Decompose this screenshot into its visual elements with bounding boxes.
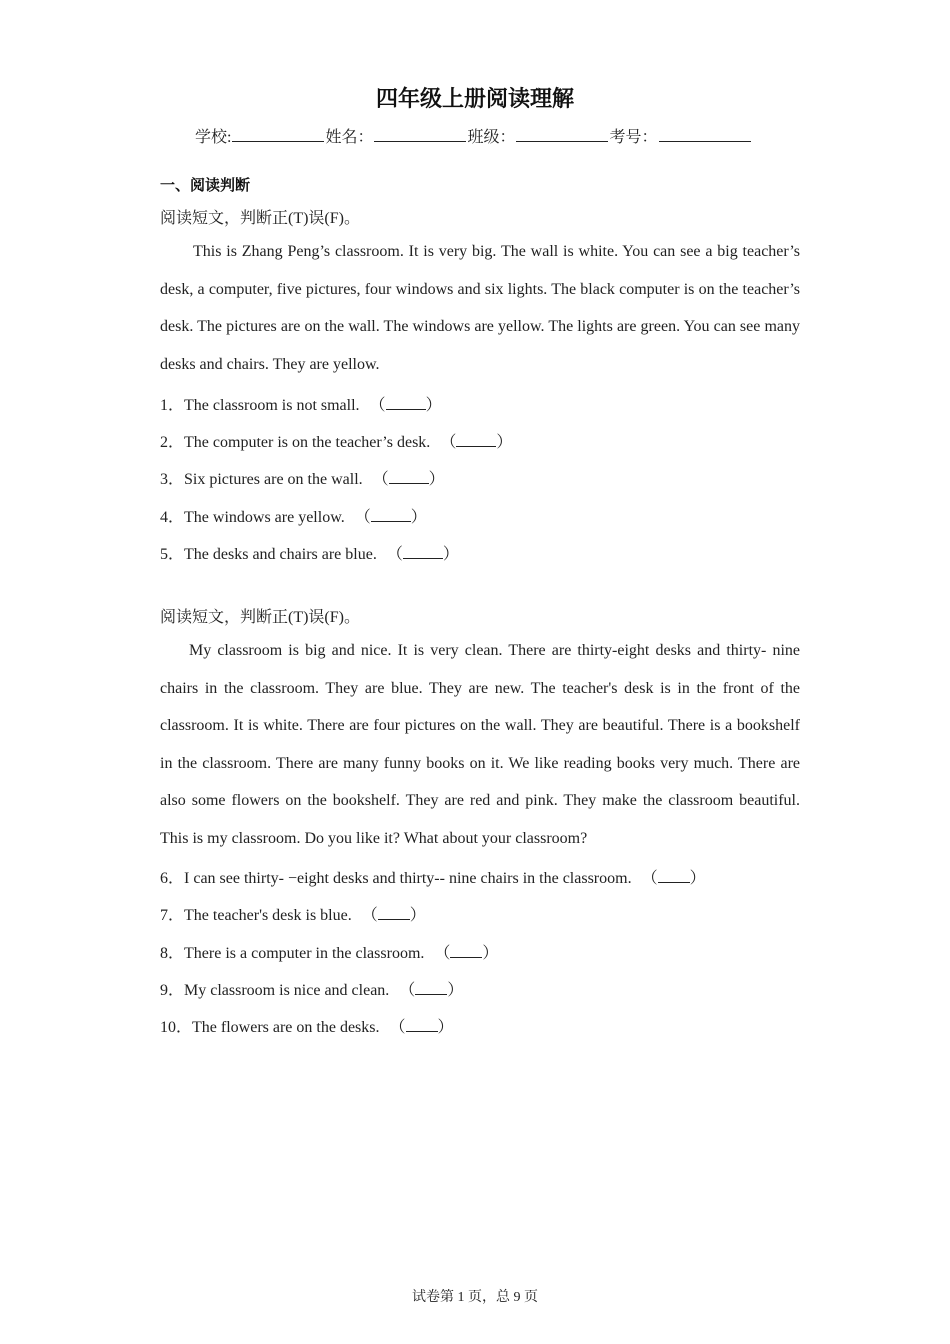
name-label: 姓名：	[325, 129, 374, 146]
paren-close: ）	[409, 907, 426, 924]
answer-blank[interactable]	[386, 395, 426, 410]
question-8	[160, 940, 498, 963]
question-number: 7．	[160, 907, 185, 924]
question-5	[160, 541, 459, 564]
question-number: 4．	[160, 509, 185, 526]
paren-close: ）	[428, 471, 445, 488]
paren-close: ）	[442, 546, 459, 563]
class-label: 班级：	[467, 129, 516, 146]
name-blank[interactable]	[374, 127, 466, 142]
answer-blank[interactable]	[456, 432, 496, 447]
passage-2: My classroom is big and nice. It is very clean. There are thirty-eight desks and thirty- nine chairs in the classroom. They are blue. They are new. The teacher's desk is in the front of the classroom. It is white. There are four pictures on the wall. They are beautiful. There is a bookshelf in the classroom. There are many funny books on it. We like reading books very much. There are also some flowers on the bookshelf. They are red and pink. They make the classroom beautiful. This is my classroom. Do you like it? What about your classroom?	[160, 642, 800, 847]
exam-no-label: 考号：	[609, 129, 658, 146]
section-heading: 一、阅读判断	[160, 176, 251, 194]
question-10	[160, 1014, 454, 1037]
page-footer: 试卷第 1 页，总 9 页	[412, 1290, 538, 1305]
answer-blank[interactable]	[658, 868, 690, 883]
question-text: There is a computer in the classroom.	[184, 945, 425, 962]
paren-close: ）	[482, 945, 499, 962]
question-text: The teacher's desk is blue.	[184, 907, 352, 924]
question-1	[160, 392, 442, 415]
question-text: The computer is on the teacher’s desk.	[184, 434, 431, 451]
answer-blank[interactable]	[371, 507, 411, 522]
paren-open: （	[641, 870, 658, 887]
question-number: 6．	[160, 870, 185, 887]
answer-blank[interactable]	[415, 980, 447, 995]
passage-1: This is Zhang Peng’s classroom. It is very big. The wall is white. You can see a big teacher’s desk, a computer, five pictures, four windows and six lights. The black computer is on the teacher’s desk. The pictures are on the wall. The windows are yellow. The lights are green. You can see many desks and chairs. They are yellow.	[160, 243, 800, 373]
question-number: 5．	[160, 546, 185, 563]
paren-open: （	[372, 471, 389, 488]
exam-no-blank[interactable]	[659, 127, 751, 142]
question-number: 10．	[160, 1019, 193, 1036]
answer-blank[interactable]	[389, 469, 429, 484]
paren-open: （	[361, 907, 378, 924]
question-7	[160, 902, 426, 925]
paren-close: ）	[410, 509, 427, 526]
question-9	[160, 977, 463, 1000]
school-label: 学校:	[195, 129, 232, 146]
answer-blank[interactable]	[406, 1017, 438, 1032]
question-3	[160, 466, 445, 489]
question-text: The classroom is not small.	[184, 397, 360, 414]
question-text: The desks and chairs are blue.	[184, 546, 377, 563]
question-number: 1．	[160, 397, 185, 414]
question-text: The flowers are on the desks.	[192, 1019, 380, 1036]
question-text: The windows are yellow.	[184, 509, 345, 526]
answer-blank[interactable]	[450, 943, 482, 958]
paren-open: （	[440, 434, 457, 451]
paren-close: ）	[689, 870, 706, 887]
paren-close: ）	[447, 982, 464, 999]
question-text: My classroom is nice and clean.	[184, 982, 390, 999]
paren-open: （	[434, 945, 451, 962]
page-title: 四年级上册阅读理解	[375, 87, 574, 112]
question-number: 2．	[160, 434, 185, 451]
question-text: I can see thirty- −eight desks and thirty-- nine chairs in the classroom.	[184, 870, 632, 887]
question-number: 8．	[160, 945, 185, 962]
question-4	[160, 504, 427, 527]
question-2	[160, 429, 512, 452]
question-6	[160, 865, 706, 888]
question-number: 9．	[160, 982, 185, 999]
question-number: 3．	[160, 471, 185, 488]
paren-close: ）	[425, 397, 442, 414]
answer-blank[interactable]	[378, 905, 410, 920]
paren-open: （	[369, 397, 386, 414]
answer-blank[interactable]	[403, 544, 443, 559]
paren-close: ）	[496, 434, 513, 451]
school-blank[interactable]	[232, 127, 324, 142]
instruction-2: 阅读短文，判断正(T)误(F)。	[160, 609, 360, 626]
paren-open: （	[399, 982, 416, 999]
paren-open: （	[389, 1019, 406, 1036]
instruction-1: 阅读短文，判断正(T)误(F)。	[160, 210, 360, 227]
paren-close: ）	[437, 1019, 454, 1036]
paren-open: （	[386, 546, 403, 563]
class-blank[interactable]	[516, 127, 608, 142]
student-info-line	[195, 124, 752, 147]
paren-open: （	[354, 509, 371, 526]
question-text: Six pictures are on the wall.	[184, 471, 363, 488]
